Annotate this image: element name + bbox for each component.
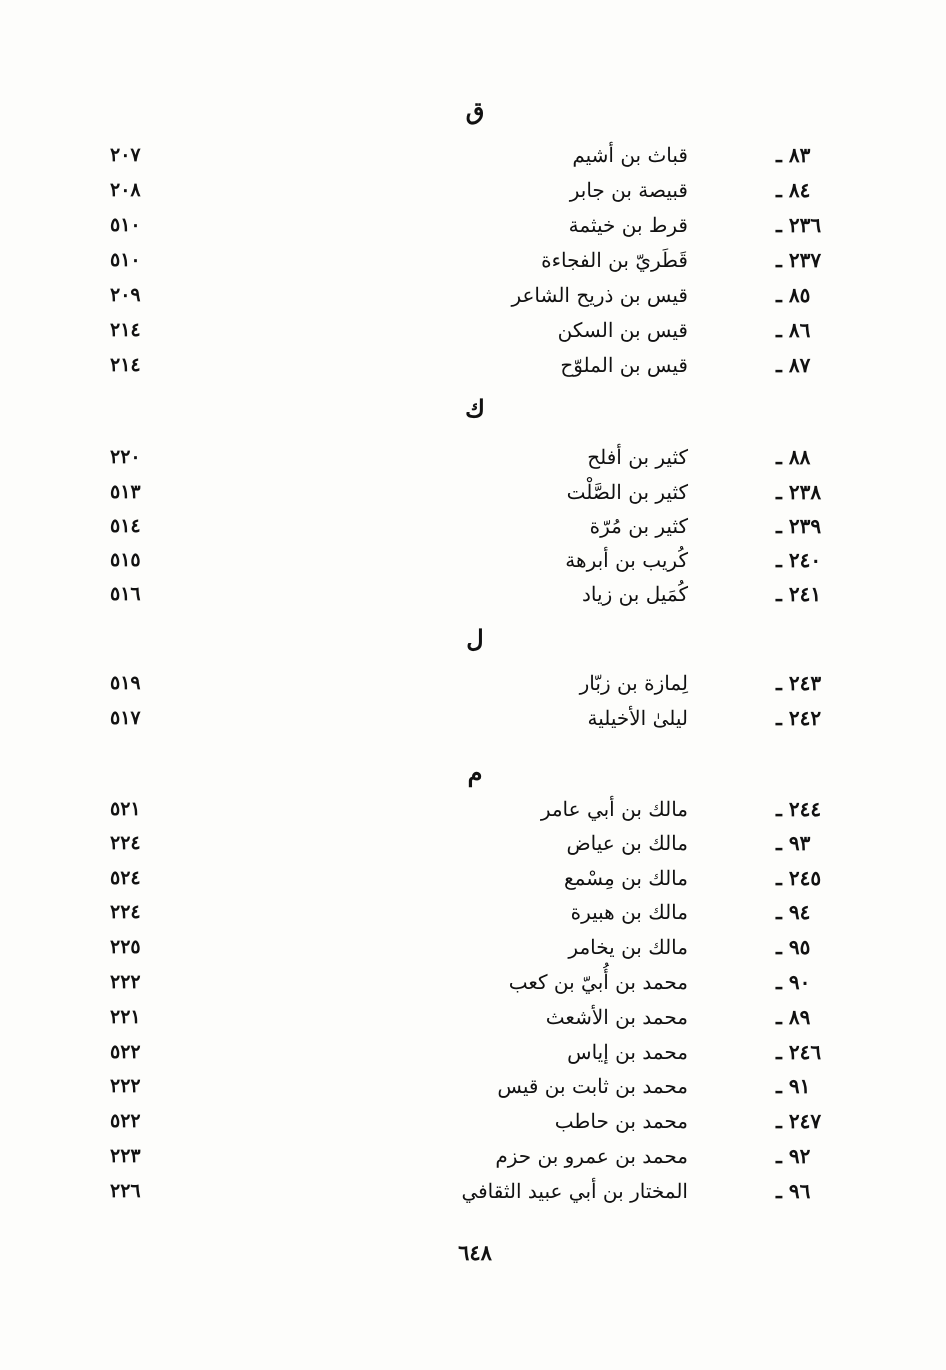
entry-name: قرط بن خيثمة	[568, 213, 688, 237]
index-entry	[0, 826, 946, 860]
entry-name: محمد بن الأشعث	[545, 1005, 688, 1029]
entry-number: ٢٣٦ ـ	[776, 213, 822, 237]
index-entry	[0, 509, 946, 543]
entry-number: ٢٤٥ ـ	[776, 866, 822, 890]
entry-name: مالك بن أبي عامر	[540, 797, 688, 821]
index-entry	[0, 701, 946, 735]
entry-number: ٢٤٤ ـ	[776, 797, 822, 821]
entry-number: ٢٤١ ـ	[776, 582, 822, 606]
entry-number: ٩٣ ـ	[776, 831, 811, 855]
entry-name: كثير بن مُرّة	[589, 514, 688, 538]
entry-page: ٢١٤	[110, 319, 141, 341]
entry-name: المختار بن أبي عبيد الثقافي	[461, 1179, 688, 1203]
page-number: ٦٤٨	[458, 1240, 492, 1265]
index-entry	[0, 1035, 946, 1069]
index-entry	[0, 792, 946, 826]
entry-name: قيس بن الملوّح	[560, 353, 688, 377]
index-entry	[0, 440, 946, 474]
entry-number: ٨٥ ـ	[776, 283, 811, 307]
entry-page: ٢٢٥	[110, 936, 141, 958]
index-entry	[0, 965, 946, 999]
entry-number: ٨٩ ـ	[776, 1005, 811, 1029]
entry-number: ٢٣٩ ـ	[776, 514, 822, 538]
entry-name: قبيصة بن جابر	[569, 178, 688, 202]
entry-page: ٢٢٤	[110, 832, 141, 854]
entry-page: ٢٢٤	[110, 901, 141, 923]
entry-name: قباث بن أشيم	[572, 143, 688, 167]
section-letter-kaf: ك	[465, 394, 485, 423]
index-entry	[0, 173, 946, 207]
entry-number: ٢٣٨ ـ	[776, 480, 822, 504]
entry-name: مالك بن عياض	[566, 831, 688, 855]
entry-name: كثير بن أفلح	[587, 445, 688, 469]
entry-page: ٢٢٠	[110, 446, 141, 468]
entry-page: ٥١٤	[110, 515, 141, 537]
index-entry	[0, 278, 946, 312]
entry-number: ٨٨ ـ	[776, 445, 811, 469]
entry-page: ٥٢٢	[110, 1110, 141, 1132]
section-letter-qaf: ق	[465, 96, 485, 125]
entry-number: ٢٤٦ ـ	[776, 1040, 822, 1064]
entry-number: ٩٢ ـ	[776, 1144, 811, 1168]
entry-number: ٨٣ ـ	[776, 143, 811, 167]
entry-number: ٩٥ ـ	[776, 935, 811, 959]
entry-page: ٥١٥	[110, 549, 141, 571]
entry-number: ٢٤٣ ـ	[776, 671, 822, 695]
entry-name: قَطَريّ بن الفجاءة	[541, 248, 688, 272]
index-entry	[0, 895, 946, 929]
section-letter-mim: م	[467, 758, 483, 787]
index-entry	[0, 313, 946, 347]
entry-number: ٨٧ ـ	[776, 353, 811, 377]
index-entry	[0, 666, 946, 700]
index-entry	[0, 1000, 946, 1034]
entry-number: ٩١ ـ	[776, 1074, 811, 1098]
entry-page: ٥١٠	[110, 249, 141, 271]
entry-page: ٥٢٤	[110, 867, 141, 889]
entry-name: محمد بن عمرو بن حزم	[495, 1144, 688, 1168]
entry-number: ٢٤٢ ـ	[776, 706, 822, 730]
entry-name: كُريب بن أبرهة	[565, 548, 688, 572]
entry-name: ليلىٰ الأخيلية	[587, 706, 688, 730]
index-entry	[0, 543, 946, 577]
entry-name: لِمازة بن زبّار	[579, 671, 688, 695]
section-letter-lam: ل	[466, 624, 484, 653]
entry-page: ٥٢٢	[110, 1041, 141, 1063]
index-entry	[0, 1174, 946, 1208]
entry-page: ٢٢٣	[110, 1145, 141, 1167]
entry-number: ٩٠ ـ	[776, 970, 811, 994]
index-entry	[0, 930, 946, 964]
entry-page: ٥١٦	[110, 583, 141, 605]
entry-page: ٢٠٩	[110, 284, 141, 306]
entry-name: محمد بن أُبيّ بن كعب	[508, 970, 688, 994]
index-entry	[0, 138, 946, 172]
entry-number: ٨٦ ـ	[776, 318, 811, 342]
entry-page: ٢٢٦	[110, 1180, 141, 1202]
entry-name: محمد بن ثابت بن قيس	[497, 1074, 688, 1098]
entry-name: قيس بن السكن	[557, 318, 688, 342]
index-entry	[0, 861, 946, 895]
index-entry	[0, 348, 946, 382]
entry-number: ٩٤ ـ	[776, 900, 811, 924]
index-entry	[0, 1069, 946, 1103]
entry-number: ٨٤ ـ	[776, 178, 811, 202]
entry-page: ٥١٩	[110, 672, 141, 694]
entry-number: ٢٣٧ ـ	[776, 248, 822, 272]
entry-name: مالك بن يخامر	[568, 935, 688, 959]
entry-name: كثير بن الصَّلْت	[566, 480, 688, 504]
index-entry	[0, 1104, 946, 1138]
entry-name: مالك بن مِسْمع	[563, 866, 688, 890]
entry-page: ٢١٤	[110, 354, 141, 376]
entry-number: ٩٦ ـ	[776, 1179, 811, 1203]
index-entry	[0, 208, 946, 242]
index-entry	[0, 577, 946, 611]
entry-page: ٢٢١	[110, 1006, 141, 1028]
entry-page: ٢٢٢	[110, 971, 141, 993]
entry-name: محمد بن إياس	[567, 1040, 688, 1064]
entry-page: ٢٢٢	[110, 1075, 141, 1097]
entry-page: ٢٠٨	[110, 179, 141, 201]
entry-page: ٥٢١	[110, 798, 141, 820]
entry-number: ٢٤٧ ـ	[776, 1109, 822, 1133]
index-entry	[0, 243, 946, 277]
entry-page: ٥١٣	[110, 481, 141, 503]
entry-page: ٥١٠	[110, 214, 141, 236]
entry-name: قيس بن ذريح الشاعر	[511, 283, 688, 307]
entry-page: ٥١٧	[110, 707, 141, 729]
entry-name: كُمَيل بن زياد	[582, 582, 688, 606]
entry-name: مالك بن هبيرة	[570, 900, 688, 924]
entry-name: محمد بن حاطب	[554, 1109, 688, 1133]
entry-page: ٢٠٧	[110, 144, 141, 166]
index-entry	[0, 475, 946, 509]
entry-number: ٢٤٠ ـ	[776, 548, 822, 572]
index-entry	[0, 1139, 946, 1173]
